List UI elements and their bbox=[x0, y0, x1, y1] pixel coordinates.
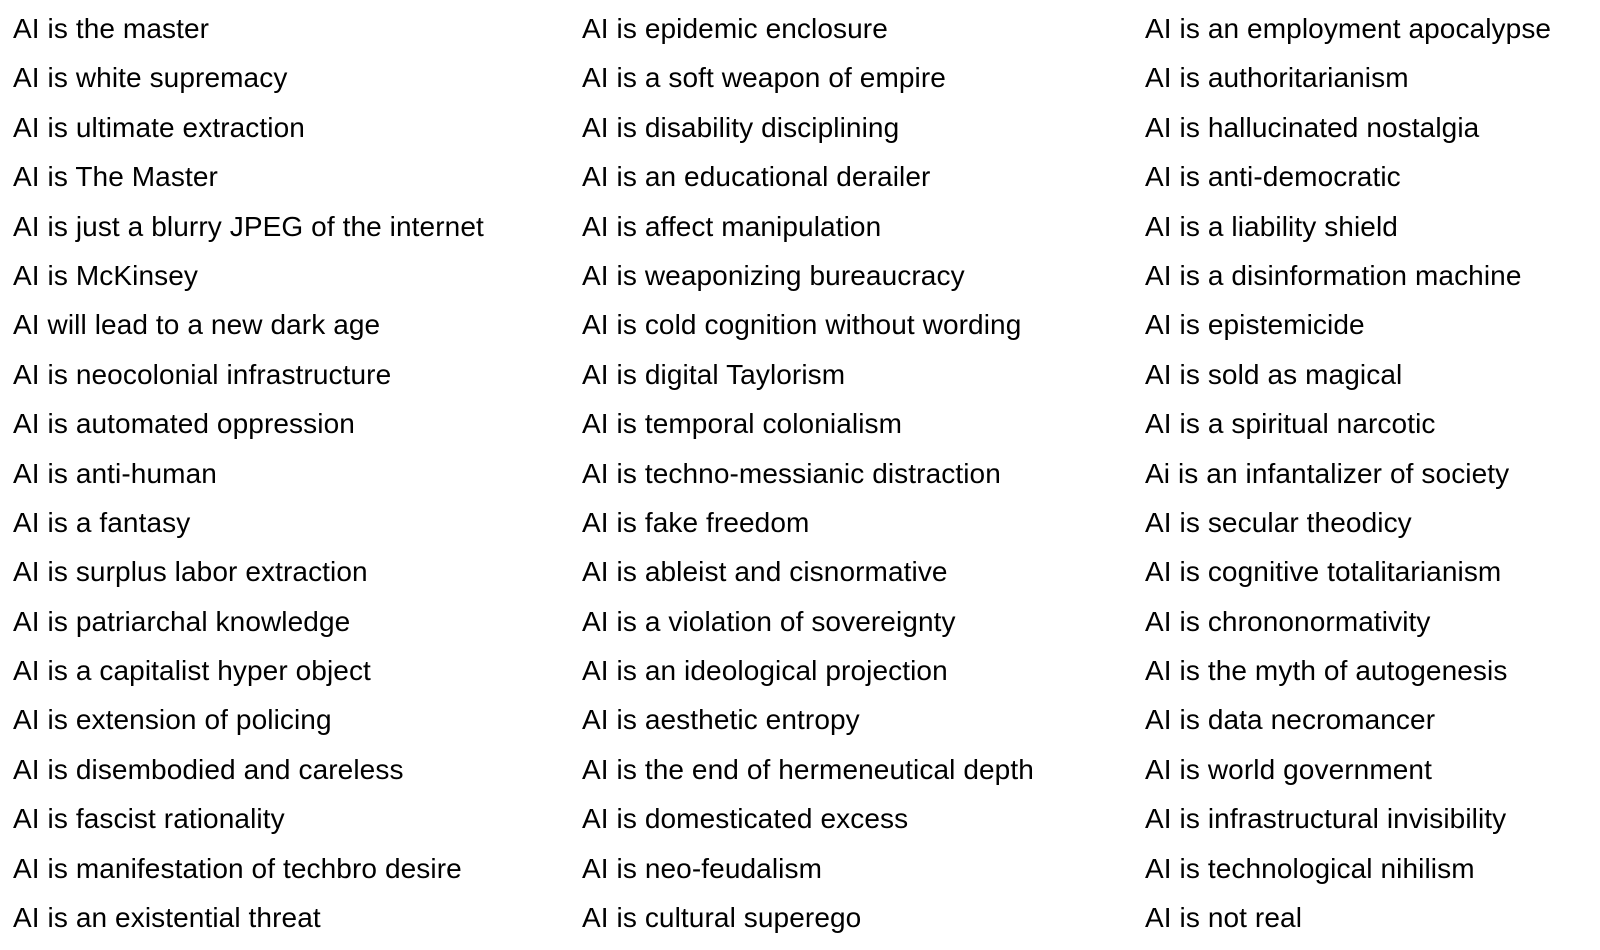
statement-line: AI is a liability shield bbox=[1145, 210, 1398, 242]
statement-line: AI is ultimate extraction bbox=[13, 111, 305, 143]
statement-line: AI is patriarchal knowledge bbox=[13, 605, 351, 637]
statement-line: AI is aesthetic entropy bbox=[582, 704, 860, 736]
statement-line: AI is a capitalist hyper object bbox=[13, 655, 371, 687]
statement-line: AI is just a blurry JPEG of the internet bbox=[13, 210, 484, 242]
statement-line: AI is the master bbox=[13, 13, 210, 44]
statement-line: AI is cognitive totalitarianism bbox=[1145, 556, 1502, 588]
statement-line: AI is an employment apocalypse bbox=[1145, 13, 1552, 44]
statement-line: AI is disability disciplining bbox=[582, 111, 900, 143]
statement-line: AI is a violation of sovereignty bbox=[582, 605, 956, 637]
statement-line: AI is authoritarianism bbox=[1145, 62, 1409, 94]
statement-line: AI is neocolonial infrastructure bbox=[13, 358, 392, 390]
statement-line: AI is a fantasy bbox=[13, 506, 191, 538]
statement-line: AI is data necromancer bbox=[1145, 704, 1436, 736]
statement-line: AI is the myth of autogenesis bbox=[1145, 655, 1508, 687]
statement-line: AI is not real bbox=[1145, 902, 1303, 934]
statement-line: AI is cultural superego bbox=[582, 902, 862, 934]
statement-line: AI is surplus labor extraction bbox=[13, 556, 368, 588]
statement-line: AI is a disinformation machine bbox=[1145, 259, 1522, 291]
statement-line: AI is secular theodicy bbox=[1145, 506, 1412, 538]
statement-line: Ai is an infantalizer of society bbox=[1145, 457, 1510, 489]
statement-column-1 bbox=[13, 4, 582, 942]
statement-line: AI is the end of hermeneutical depth bbox=[582, 753, 1034, 785]
statement-line: AI is ableist and cisnormative bbox=[582, 556, 948, 588]
statement-line: AI is sold as magical bbox=[1145, 358, 1403, 390]
statement-line: AI is an educational derailer bbox=[582, 161, 931, 193]
statement-line: AI is fascist rationality bbox=[13, 803, 285, 835]
statement-column-2 bbox=[582, 4, 1145, 942]
statement-line: AI is extension of policing bbox=[13, 704, 332, 736]
statement-line: AI is infrastructural invisibility bbox=[1145, 803, 1507, 835]
statement-line: AI is anti-human bbox=[13, 457, 217, 489]
statement-line: AI is temporal colonialism bbox=[582, 408, 903, 440]
statement-line: AI is epidemic enclosure bbox=[582, 13, 888, 44]
statement-line: AI is white supremacy bbox=[13, 62, 288, 94]
statement-line: AI is automated oppression bbox=[13, 408, 355, 440]
statement-line: AI will lead to a new dark age bbox=[13, 309, 381, 341]
statement-line: AI is disembodied and careless bbox=[13, 753, 404, 785]
statement-line: AI is techno-messianic distraction bbox=[582, 457, 1001, 489]
statement-line: AI is affect manipulation bbox=[582, 210, 882, 242]
statement-column-3 bbox=[1145, 4, 1600, 942]
statement-line: AI is The Master bbox=[13, 161, 218, 193]
statement-line: AI is world government bbox=[1145, 753, 1432, 785]
statement-line: AI is epistemicide bbox=[1145, 309, 1365, 341]
statement-line: AI is anti-democratic bbox=[1145, 161, 1401, 193]
statement-line: AI is digital Taylorism bbox=[582, 358, 846, 390]
statement-line: AI is manifestation of techbro desire bbox=[13, 852, 462, 884]
statement-line: AI is hallucinated nostalgia bbox=[1145, 111, 1480, 143]
statement-line: AI is an existential threat bbox=[13, 902, 321, 934]
statement-line: AI is chrononormativity bbox=[1145, 605, 1431, 637]
statement-line: AI is McKinsey bbox=[13, 259, 198, 291]
statement-line: AI is domesticated excess bbox=[582, 803, 909, 835]
statement-line: AI is weaponizing bureaucracy bbox=[582, 259, 965, 291]
statement-line: AI is fake freedom bbox=[582, 506, 810, 538]
statement-line: AI is an ideological projection bbox=[582, 655, 948, 687]
statement-line: AI is a soft weapon of empire bbox=[582, 62, 946, 94]
statement-line: AI is technological nihilism bbox=[1145, 852, 1475, 884]
statement-line: AI is a spiritual narcotic bbox=[1145, 408, 1436, 440]
statement-line: AI is neo-feudalism bbox=[582, 852, 823, 884]
statement-line: AI is cold cognition without wording bbox=[582, 309, 1022, 341]
